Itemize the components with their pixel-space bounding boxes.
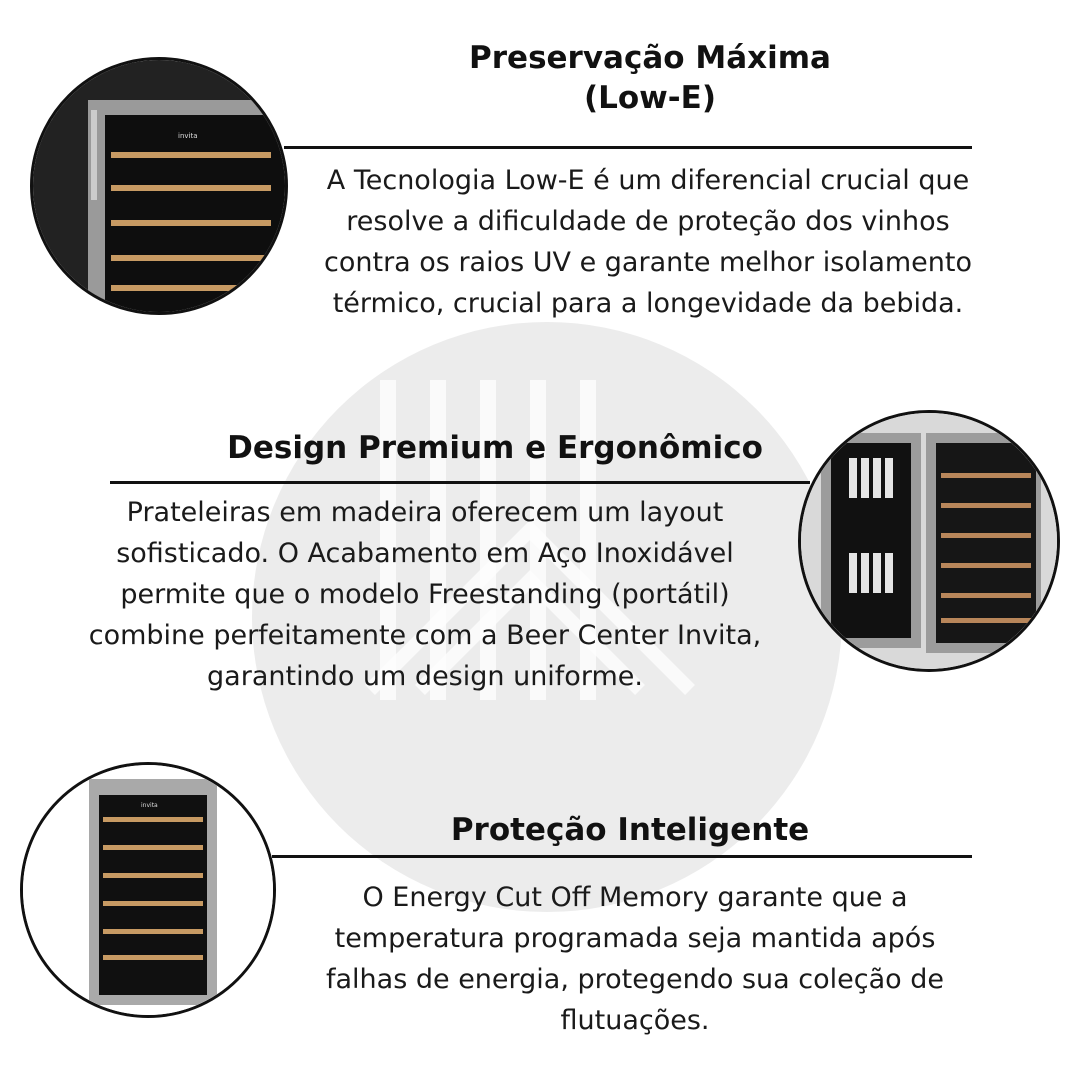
beer-and-wine-coolers-image [798, 410, 1060, 672]
section1-title-line2: (Low-E) [583, 80, 717, 116]
section2-divider [110, 481, 810, 484]
svg-text:invita: invita [141, 802, 158, 809]
section2-title: Design Premium e Ergonômico [227, 430, 763, 466]
section1-title-line1: Preservação Máxima [469, 40, 831, 76]
wine-cooler-closeup-image [30, 57, 288, 315]
svg-text:invita: invita [178, 132, 198, 140]
section1-divider [284, 146, 972, 149]
section2-text: Prateleiras em madeira oferecem um layout sofisticado. O Acabamento em Aço Inoxidável permite que o modelo Freestanding (portátil) combine perfeitamente com a Beer Center Invita, garantindo um design uniforme. [88, 497, 762, 692]
section3-text: O Energy Cut Off Memory garante que a temperatura programada seja mantida após falhas de energia, protegendo sua coleção de flutuações. [326, 882, 944, 1036]
wine-cooler-front-image [20, 762, 276, 1018]
section1-text: A Tecnologia Low-E é um diferencial crucial que resolve a dificuldade de proteção dos vinhos contra os raios UV e garante melhor isolamento térmico, crucial para a longevidade da bebida. [324, 165, 972, 319]
section3-divider [272, 855, 972, 858]
section3-title: Proteção Inteligente [450, 812, 810, 848]
section1-title [440, 38, 860, 118]
